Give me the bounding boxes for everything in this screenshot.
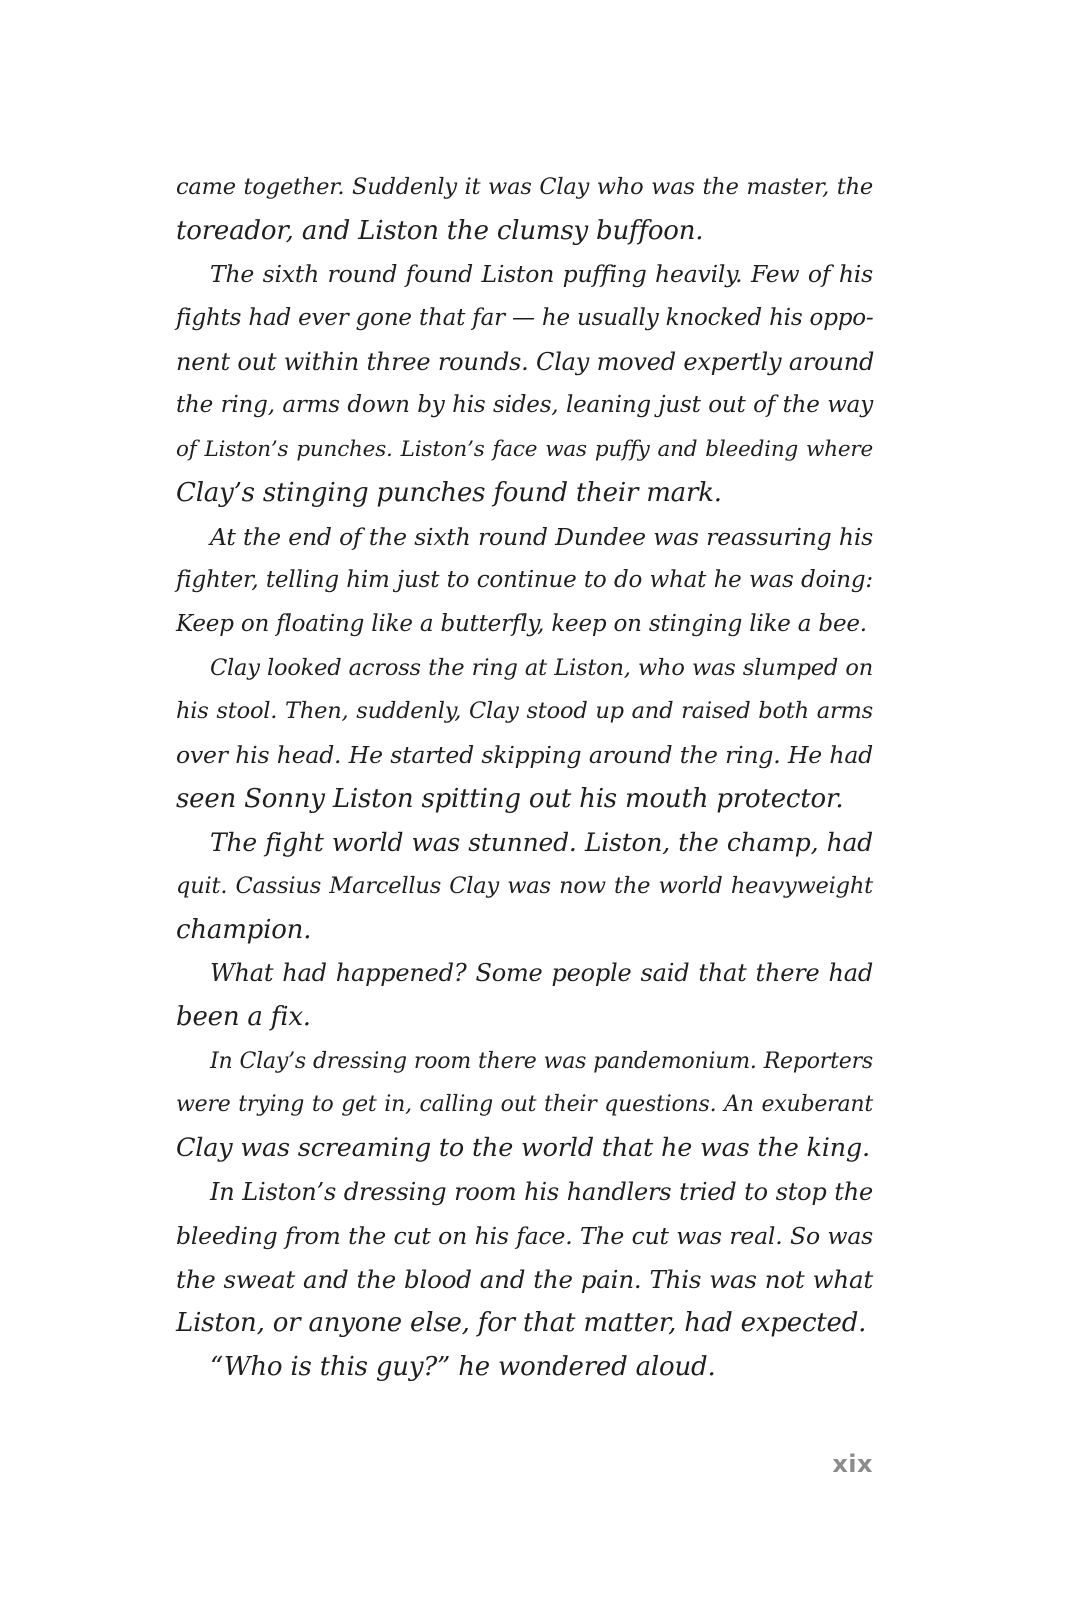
- paragraph: [176, 1040, 873, 1171]
- text-line: fights had ever gone that far — he usually knocked his oppo-: [176, 305, 874, 332]
- paragraph: [176, 1346, 873, 1390]
- page-number: xix: [832, 1450, 873, 1478]
- text-line: champion.: [176, 914, 312, 945]
- paragraph: [176, 647, 873, 822]
- paragraph: [176, 1171, 873, 1346]
- text-line: Keep on floating like a butterfly, keep on stinging like a bee.: [176, 610, 867, 637]
- paragraph: [176, 516, 873, 647]
- text-line: Clay was screaming to the world that he was the king.: [176, 1133, 870, 1164]
- text-line: Clay looked across the ring at Liston, who was slumped on: [210, 654, 873, 681]
- text-line: his stool. Then, suddenly, Clay stood up and raised both arms: [176, 698, 873, 725]
- text-line: the sweat and the blood and the pain. This was not what: [176, 1265, 873, 1295]
- text-line: bleeding from the cut on his face. The cut was real. So was: [176, 1221, 873, 1250]
- text-line: In Liston’s dressing room his handlers tried to stop the: [210, 1177, 873, 1206]
- text-line: quit. Cassius Marcellus Clay was now the world heavyweight: [176, 873, 873, 899]
- text-line: “Who is this guy?” he wondered aloud.: [210, 1351, 716, 1382]
- text-line: nent out within three rounds. Clay moved expertly around: [176, 347, 875, 376]
- paragraph: [176, 952, 873, 1039]
- text-line: fighter, telling him just to continue to do what he was doing:: [176, 567, 873, 594]
- paragraph: [176, 166, 873, 253]
- text-line: been a fix.: [176, 1002, 311, 1033]
- text-line: In Clay’s dressing room there was pandemonium. Reporters: [210, 1048, 873, 1074]
- paragraph: [176, 821, 873, 952]
- text-line: toreador, and Liston the clumsy buffoon.: [176, 215, 704, 246]
- text-line: The fight world was stunned. Liston, the champ, had: [210, 828, 873, 858]
- text-line: What had happened? Some people said that there had: [210, 959, 873, 988]
- text-line: over his head. He started skipping around the ring. He had: [176, 740, 873, 769]
- text-line: the ring, arms down by his sides, leaning just out of the way: [176, 392, 873, 419]
- paragraph: [176, 253, 873, 515]
- text-line: came together. Suddenly it was Clay who was the master, the: [176, 174, 873, 200]
- text-line: Clay’s stinging punches found their mark.: [176, 477, 722, 508]
- text-line: were trying to get in, calling out their questions. An exuberant: [176, 1092, 873, 1118]
- text-line: of Liston’s punches. Liston’s face was puffy and bleeding where: [176, 437, 873, 463]
- body-text: [176, 166, 873, 1389]
- text-line: Liston, or anyone else, for that matter, had expected.: [176, 1307, 867, 1338]
- text-line: seen Sonny Liston spitting out his mouth protector.: [176, 783, 844, 814]
- text-line: At the end of the sixth round Dundee was reassuring his: [210, 522, 873, 551]
- text-line: The sixth round found Liston puffing heavily. Few of his: [210, 260, 873, 289]
